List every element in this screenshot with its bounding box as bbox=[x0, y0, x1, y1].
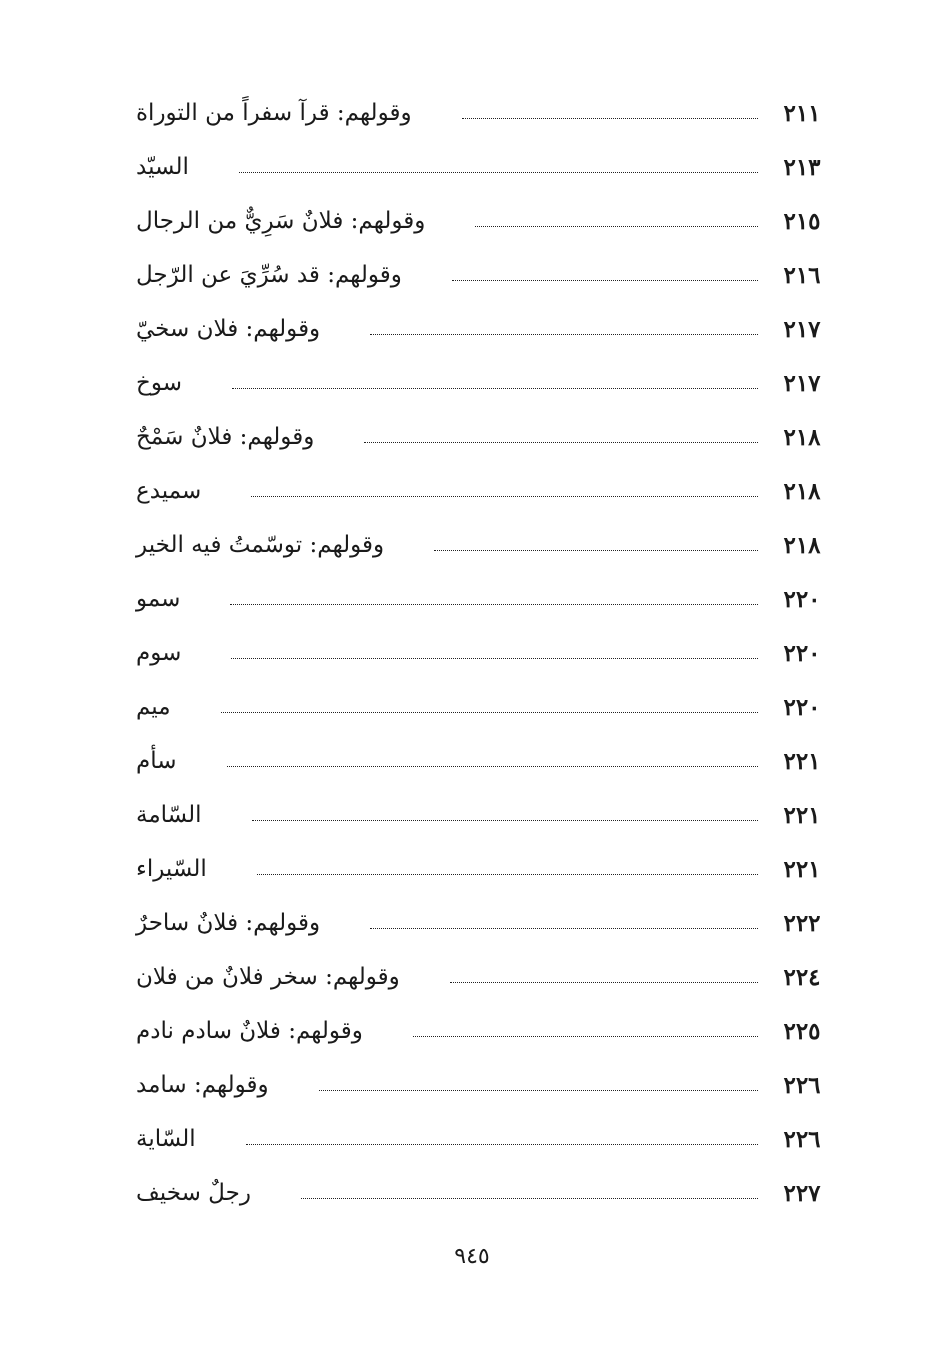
page-number-footer: ٩٤٥ bbox=[454, 1244, 490, 1269]
toc-row bbox=[130, 518, 842, 572]
toc-row bbox=[130, 302, 842, 356]
entry-page-number: ٢٢٠ bbox=[783, 693, 821, 721]
toc-row bbox=[130, 1058, 842, 1112]
entry-title: ميم bbox=[136, 694, 171, 720]
toc-row bbox=[130, 680, 842, 734]
entry-page-number: ٢١٣ bbox=[783, 153, 821, 181]
toc-row bbox=[130, 572, 842, 626]
toc-row bbox=[130, 194, 842, 248]
dot-leader bbox=[246, 1144, 758, 1145]
dot-leader bbox=[257, 874, 758, 875]
entry-title: السّاية bbox=[136, 1126, 196, 1152]
entry-title: وقولهم: فلانٌ سادم نادم bbox=[136, 1018, 363, 1044]
entry-page-number: ٢٢٥ bbox=[783, 1017, 821, 1045]
toc-row bbox=[130, 248, 842, 302]
entry-page-number: ٢١٦ bbox=[783, 261, 821, 289]
entry-title: وقولهم: فلانٌ سَرِيٌّ من الرجال bbox=[136, 208, 426, 234]
entry-page-number: ٢١٧ bbox=[783, 369, 821, 397]
entry-page-number: ٢١١ bbox=[783, 99, 821, 127]
entry-title: وقولهم: قرآ سفراً من التوراة bbox=[136, 100, 412, 126]
dot-leader bbox=[227, 766, 758, 767]
toc-row bbox=[130, 1004, 842, 1058]
entry-title: وقولهم: قد سُرِّيَ عن الرّجل bbox=[136, 262, 402, 288]
toc-row bbox=[130, 788, 842, 842]
dot-leader bbox=[301, 1198, 758, 1199]
toc-row bbox=[130, 86, 842, 140]
dot-leader bbox=[251, 496, 758, 497]
dot-leader bbox=[232, 388, 758, 389]
entry-title: سمو bbox=[136, 586, 181, 612]
dot-leader bbox=[252, 820, 758, 821]
entry-title: وقولهم: فلانٌ ساحرٌ bbox=[136, 910, 321, 936]
toc-row bbox=[130, 1112, 842, 1166]
entry-page-number: ٢٢٢ bbox=[783, 909, 821, 937]
toc-row bbox=[130, 896, 842, 950]
entry-page-number: ٢١٨ bbox=[783, 531, 821, 559]
entry-page-number: ٢٢١ bbox=[783, 747, 821, 775]
entry-title: رجلٌ سخيف bbox=[136, 1180, 251, 1206]
entry-page-number: ٢١٥ bbox=[783, 207, 821, 235]
dot-leader bbox=[370, 928, 758, 929]
dot-leader bbox=[319, 1090, 758, 1091]
dot-leader bbox=[434, 550, 758, 551]
toc-row bbox=[130, 734, 842, 788]
dot-leader bbox=[221, 712, 758, 713]
toc-row bbox=[130, 410, 842, 464]
entry-title: سميدع bbox=[136, 478, 202, 504]
dot-leader bbox=[462, 118, 758, 119]
dot-leader bbox=[230, 604, 758, 605]
entry-page-number: ٢٢٦ bbox=[783, 1071, 821, 1099]
dot-leader bbox=[370, 334, 758, 335]
entry-title: سوم bbox=[136, 640, 182, 666]
entry-title: السّيراء bbox=[136, 856, 207, 882]
entry-page-number: ٢٢٦ bbox=[783, 1125, 821, 1153]
dot-leader bbox=[364, 442, 758, 443]
entry-page-number: ٢٢٤ bbox=[783, 963, 821, 991]
entry-page-number: ٢٢٠ bbox=[783, 639, 821, 667]
entry-title: وقولهم: توسّمتُ فيه الخير bbox=[136, 532, 385, 558]
entry-title: وقولهم: سخر فلانٌ من فلان bbox=[136, 964, 400, 990]
toc-row bbox=[130, 464, 842, 518]
entry-page-number: ٢١٨ bbox=[783, 423, 821, 451]
entry-title: وقولهم: فلان سخيّ bbox=[136, 316, 321, 342]
entry-title: السيّد bbox=[136, 154, 189, 180]
entry-page-number: ٢٢٠ bbox=[783, 585, 821, 613]
entry-page-number: ٢٢١ bbox=[783, 855, 821, 883]
entry-title: وقولهم: فلانٌ سَمْحٌ bbox=[136, 424, 315, 450]
dot-leader bbox=[239, 172, 758, 173]
dot-leader bbox=[452, 280, 758, 281]
entry-page-number: ٢٢٧ bbox=[783, 1179, 821, 1207]
dot-leader bbox=[413, 1036, 758, 1037]
table-of-contents bbox=[130, 86, 842, 1220]
dot-leader bbox=[450, 982, 758, 983]
entry-title: سأم bbox=[136, 748, 177, 774]
toc-row bbox=[130, 950, 842, 1004]
toc-row bbox=[130, 140, 842, 194]
entry-page-number: ٢١٨ bbox=[783, 477, 821, 505]
toc-row bbox=[130, 842, 842, 896]
toc-row bbox=[130, 626, 842, 680]
entry-title: وقولهم: سامد bbox=[136, 1072, 269, 1098]
entry-title: السّامة bbox=[136, 802, 202, 828]
dot-leader bbox=[231, 658, 758, 659]
dot-leader bbox=[475, 226, 758, 227]
toc-row bbox=[130, 1166, 842, 1220]
entry-page-number: ٢٢١ bbox=[783, 801, 821, 829]
entry-title: سوخ bbox=[136, 370, 182, 396]
toc-row bbox=[130, 356, 842, 410]
entry-page-number: ٢١٧ bbox=[783, 315, 821, 343]
